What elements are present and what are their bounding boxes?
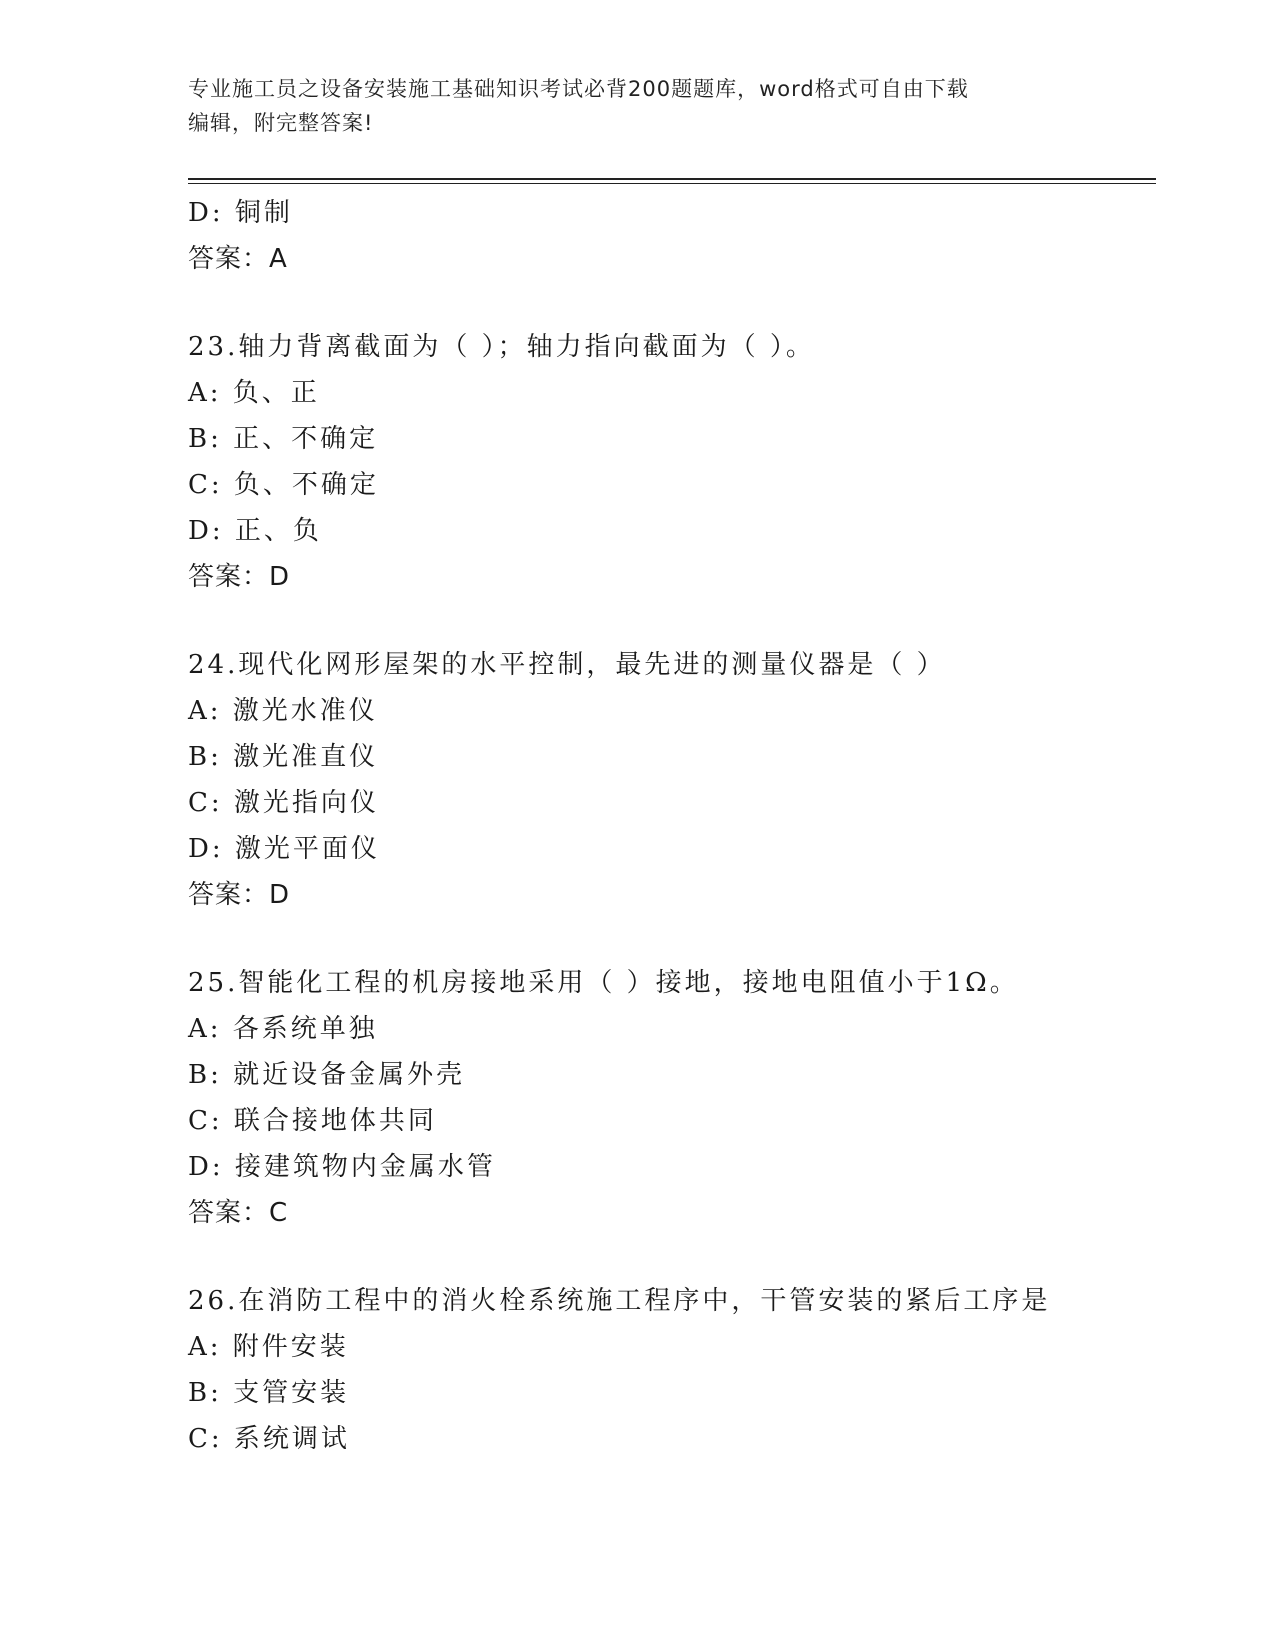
option-b: B: 支管安装 — [188, 1378, 350, 1408]
header-line-2: 编辑，附完整答案! — [188, 111, 374, 135]
option-b: B: 激光准直仪 — [188, 742, 379, 772]
option-a: A: 负、正 — [188, 378, 320, 408]
option-a: A: 各系统单独 — [188, 1014, 378, 1044]
question-stem: 24.现代化网形屋架的水平控制，最先进的测量仪器是（ ） — [188, 650, 946, 680]
option-d: D: 激光平面仪 — [188, 834, 380, 864]
header-divider-thick — [188, 178, 1156, 180]
question-stem: 23.轴力背离截面为（ ）；轴力指向截面为（ ）。 — [188, 332, 815, 362]
answer-line: 答案：A — [188, 244, 288, 274]
option-c: C: 负、不确定 — [188, 470, 379, 500]
option-a: A: 激光水准仪 — [188, 696, 378, 726]
answer-line: 答案：C — [188, 1198, 289, 1228]
question-stem: 26.在消防工程中的消火栓系统施工程序中，干管安装的紧后工序是 — [188, 1286, 1051, 1316]
question-25 — [188, 960, 1156, 1236]
option-c: C: 联合接地体共同 — [188, 1106, 437, 1136]
option-d: D: 正、负 — [188, 516, 322, 546]
header-divider-thin — [188, 183, 1156, 184]
option-d: D: 接建筑物内金属水管 — [188, 1152, 496, 1182]
document-header — [188, 72, 1088, 140]
option-b: B: 就近设备金属外壳 — [188, 1060, 466, 1090]
question-stem: 25.智能化工程的机房接地采用（ ）接地，接地电阻值小于1Ω。 — [188, 968, 1019, 998]
option-d: D: 铜制 — [188, 198, 293, 228]
question-26 — [188, 1278, 1156, 1462]
answer-line: 答案：D — [188, 880, 291, 910]
question-fragment-22 — [188, 190, 1156, 282]
question-23 — [188, 324, 1156, 600]
option-c: C: 激光指向仪 — [188, 788, 379, 818]
header-line-1: 专业施工员之设备安装施工基础知识考试必背200题题库，word格式可自由下载 — [188, 77, 969, 101]
question-24 — [188, 642, 1156, 918]
answer-line: 答案：D — [188, 562, 291, 592]
option-a: A: 附件安装 — [188, 1332, 349, 1362]
option-c: C: 系统调试 — [188, 1424, 350, 1454]
option-b: B: 正、不确定 — [188, 424, 379, 454]
question-list — [188, 190, 1156, 1462]
